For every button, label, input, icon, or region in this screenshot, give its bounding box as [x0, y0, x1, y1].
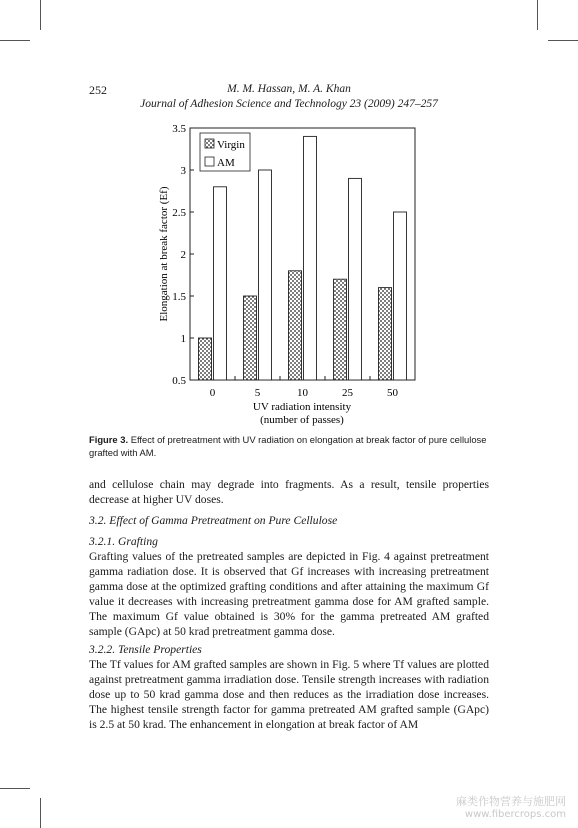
x-axis-label-line2: (number of passes)	[260, 414, 344, 426]
bar-am-25	[349, 178, 362, 380]
crop-mark	[40, 798, 41, 828]
body-paragraph: and cellulose chain may degrade into fragments. As a result, tensile properties decrease at higher UV doses.	[89, 478, 489, 507]
y-tick-label: 0.5	[172, 375, 186, 387]
crop-mark	[0, 788, 30, 789]
legend-swatch-virgin	[205, 139, 214, 148]
watermark-chinese: 麻类作物营养与施肥网	[456, 795, 566, 808]
x-tick-label: 10	[297, 387, 308, 399]
x-tick-label: 25	[342, 387, 353, 399]
y-tick-label: 1.5	[172, 291, 186, 303]
bar-virgin-50	[379, 288, 392, 380]
running-head-journal: Journal of Adhesion Science and Technology 23 (2009) 247–257	[140, 98, 438, 110]
y-tick-label: 2.5	[172, 207, 186, 219]
body-paragraph: The Tf values for AM grafted samples are shown in Fig. 5 where Tf values are plotted against pretreatment gamma irradiation dose. Tensile strength increases with radiation dose up to 50 krad gamma dose and then reduces as the irradiation dose increases. The highest tensile strength factor for gamma pretreated AM grafted sample (GApc) is 2.5 at 50 krad. The enhancement in elongation at break factor of AM	[89, 658, 489, 732]
section-heading: 3.2. Effect of Gamma Pretreatment on Pure Cellulose	[89, 514, 338, 527]
legend-label-am: AM	[217, 157, 235, 169]
body-paragraph: Grafting values of the pretreated samples are depicted in Fig. 4 against pretreatment gamma radiation dose. It is observed that Gf increases with increasing pretreatment gamma dose at the optimized grafting conditions and after attaining the maximum Gf value it decreases with increasing pretreatment gamma dose for AM grafted sample. The maximum Gf value obtained is 30% for the gamma pretreated AM grafted sample (GApc) at 50 krad pretreatment gamma dose.	[89, 550, 489, 639]
x-tick-label: 0	[209, 387, 216, 399]
subsection-heading-tensile: 3.2.2. Tensile Properties	[89, 643, 202, 656]
legend-label-virgin: Virgin	[217, 139, 245, 151]
legend	[200, 133, 250, 171]
y-tick-label: 1	[180, 333, 186, 345]
bar-virgin-5	[244, 296, 257, 380]
x-axis-label-line1: UV radiation intensity	[252, 401, 352, 413]
running-head-authors: M. M. Hassan, M. A. Khan	[227, 83, 351, 95]
bar-am-0	[214, 187, 227, 380]
legend-swatch-am	[205, 157, 214, 166]
bar-virgin-10	[289, 271, 302, 380]
x-tick-label: 50	[387, 387, 398, 399]
watermark-url: www.fibercrops.com	[464, 809, 566, 820]
y-tick-label: 3	[180, 165, 186, 177]
y-tick-label: 2	[180, 249, 186, 261]
figure-caption	[89, 434, 489, 459]
bar-am-10	[304, 136, 317, 380]
y-tick-label: 3.5	[172, 123, 186, 135]
y-axis-label: Elongation at break factor (Ef)	[158, 186, 170, 322]
bar-virgin-25	[334, 279, 347, 380]
watermark	[456, 793, 566, 820]
bar-am-5	[259, 170, 272, 380]
bar-virgin-0	[199, 338, 212, 380]
x-tick-label: 5	[254, 387, 261, 399]
figure-caption-text: Effect of pretreatment with UV radiation on elongation at break factor of pure cellulose grafted with AM.	[89, 434, 487, 458]
bar-am-50	[394, 212, 407, 380]
subsection-heading-grafting: 3.2.1. Grafting	[89, 535, 158, 548]
figure-label: Figure 3.	[89, 434, 129, 445]
page-number: 252	[89, 83, 107, 97]
